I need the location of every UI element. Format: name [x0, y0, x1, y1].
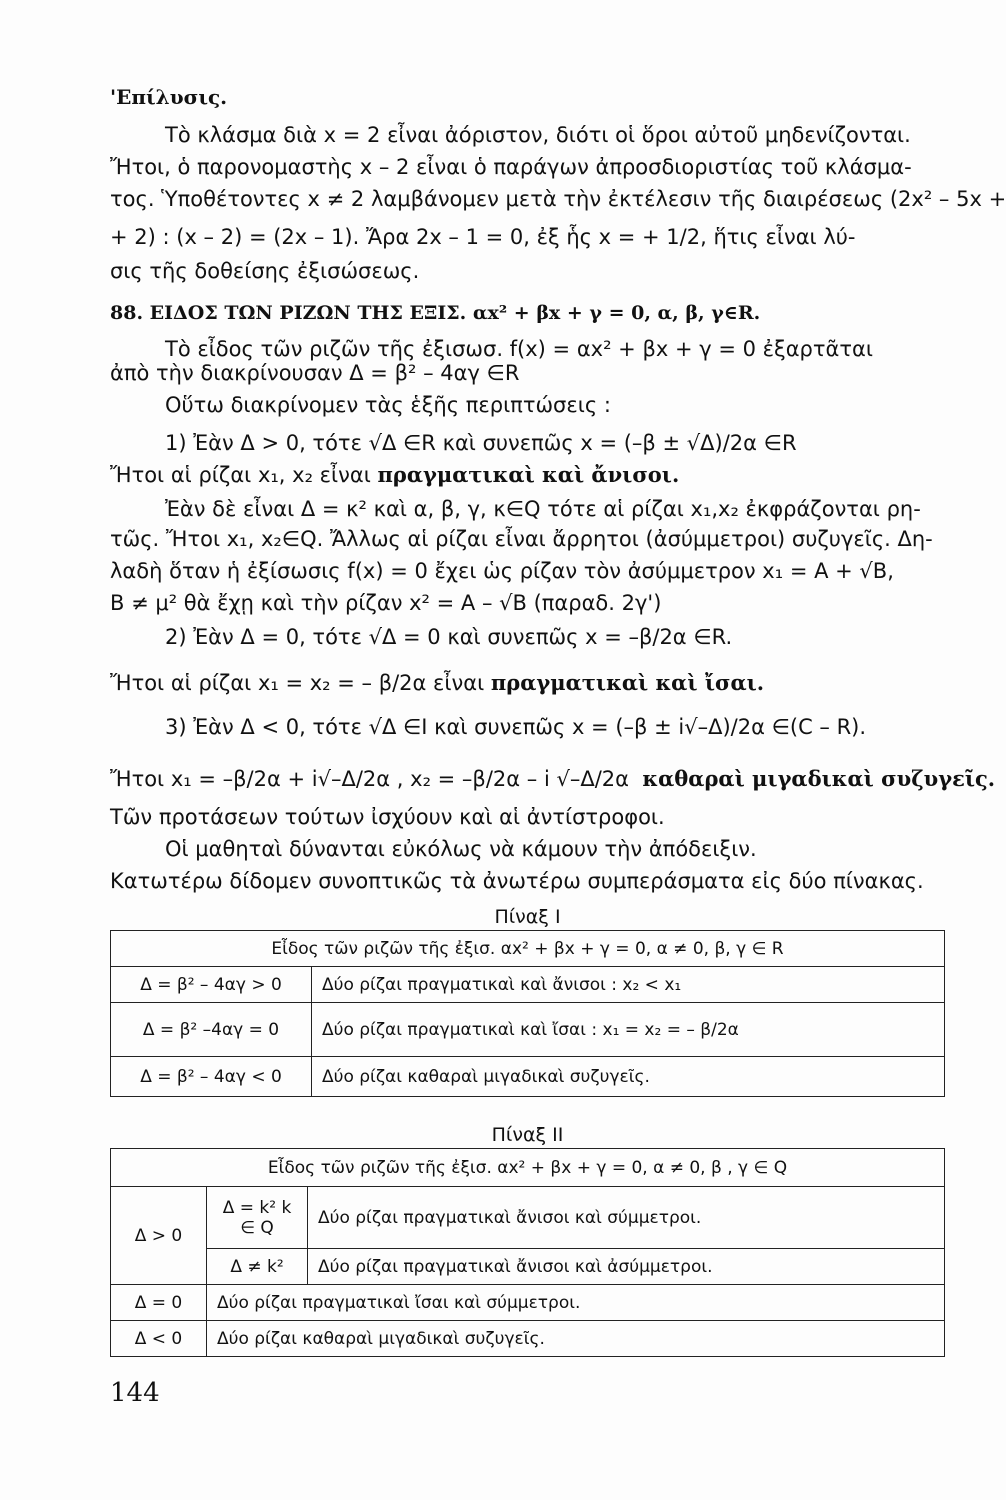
- closing-line: Τῶν προτάσεων τούτων ἰσχύουν καὶ αἱ ἀντίστροφοι.: [110, 805, 665, 829]
- table-row: [111, 967, 945, 1003]
- case-2-roots: [110, 668, 945, 698]
- section-title: 'Επίλυσις.: [110, 85, 228, 109]
- solution-line: Ἤτοι, ὁ παρονομαστὴς x – 2 εἶναι ὁ παράγων ἀπροσδιοριστίας τοῦ κλάσμα-: [110, 155, 912, 179]
- solution-line: σις τῆς δοθείσης ἐξισώσεως.: [110, 259, 420, 283]
- table-row: [111, 1057, 945, 1097]
- case-3-roots: [110, 764, 996, 794]
- table-cell-subcondition: Δ = k² k ∈ Q: [207, 1187, 308, 1249]
- intro-line: ἀπὸ τὴν διακρίνουσαν Δ = β² – 4αγ ∈R: [110, 361, 520, 385]
- table-cell-description: Δύο ρίζαι πραγματικαὶ ἄνισοι καὶ σύμμετροι.: [308, 1187, 945, 1249]
- case-3-line: 3) Ἐὰν Δ < 0, τότε √Δ ∈I καὶ συνεπῶς x = (–β ± i√–Δ)/2α ∈(C – R).: [165, 715, 867, 739]
- table-cell-description: Δύο ρίζαι πραγματικαὶ ἄνισοι καὶ ἀσύμμετροι.: [308, 1249, 945, 1285]
- table-2: [110, 1148, 945, 1357]
- table-2-header: Εἶδος τῶν ριζῶν τῆς ἐξισ. αx² + βx + γ = 0, α ≠ 0, β , γ ∈ Q: [111, 1149, 945, 1187]
- table-row: [111, 1187, 945, 1249]
- table-cell-description: Δύο ρίζαι πραγματικαὶ καὶ ἴσαι : x₁ = x₂ = – β/2α: [312, 1003, 945, 1057]
- table-cell-description: Δύο ρίζαι καθαραὶ μιγαδικαὶ συζυγεῖς.: [207, 1321, 945, 1357]
- case-3-roots-emphasis: καθαραὶ μιγαδικαὶ συζυγεῖς.: [642, 766, 996, 791]
- table-1: [110, 930, 945, 1097]
- table-cell-description: Δύο ρίζαι πραγματικαὶ ἴσαι καὶ σύμμετροι.: [207, 1285, 945, 1321]
- table-1-caption: Πίναξ I: [494, 906, 561, 928]
- table-cell-condition: Δ = 0: [111, 1285, 207, 1321]
- table-cell-condition: Δ < 0: [111, 1321, 207, 1357]
- case-1-roots-text: Ἤτοι αἱ ρίζαι x₁, x₂ εἶναι: [110, 463, 371, 487]
- case-2-roots-emphasis: πραγματικαὶ καὶ ἴσαι.: [490, 670, 765, 695]
- closing-line: Κατωτέρω δίδομεν συνοπτικῶς τὰ ἀνωτέρω συμπεράσματα εἰς δύο πίνακας.: [110, 869, 924, 893]
- intro-line: Οὕτω διακρίνομεν τὰς ἑξῆς περιπτώσεις :: [165, 393, 611, 417]
- section-heading: 88. ΕΙΔΟΣ ΤΩΝ ΡΙΖΩΝ ΤΗΣ ΕΞΙΣ. αx² + βx + γ = 0, α, β, γ∈R.: [110, 302, 761, 324]
- case-2-line: 2) Ἐὰν Δ = 0, τότε √Δ = 0 καὶ συνεπῶς x = –β/2α ∈R.: [165, 625, 733, 649]
- case-1-line: 1) Ἐὰν Δ > 0, τότε √Δ ∈R καὶ συνεπῶς x = (–β ± √Δ)/2α ∈R: [165, 431, 797, 455]
- table-row: [111, 1249, 945, 1285]
- solution-line: Τὸ κλάσμα διὰ x = 2 εἶναι ἀόριστον, διότι οἱ ὅροι αὐτοῦ μηδενίζονται.: [165, 123, 911, 147]
- table-row: [111, 1149, 945, 1187]
- table-row: [111, 1003, 945, 1057]
- table-cell-description: Δύο ρίζαι πραγματικαὶ καὶ ἄνισοι : x₂ < x₁: [312, 967, 945, 1003]
- solution-line: + 2) : (x – 2) = (2x – 1). Ἄρα 2x – 1 = 0, ἐξ ἧς x = + 1/2, ἥτις εἶναι λύ-: [110, 225, 856, 249]
- case-1-roots-emphasis: πραγματικαὶ καὶ ἄνισοι.: [377, 462, 680, 487]
- table-cell-condition: Δ = β² –4αγ = 0: [111, 1003, 312, 1057]
- case-1-detail-line: τῶς. Ἤτοι x₁, x₂∈Q. Ἄλλως αἱ ρίζαι εἶναι ἄρρητοι (ἀσύμμετροι) συζυγεῖς. Δη-: [110, 527, 933, 551]
- closing-line: Οἱ μαθηταὶ δύνανται εὐκόλως νὰ κάμουν τὴν ἀπόδειξιν.: [165, 837, 757, 861]
- solution-line: τος. Ὑποθέτοντες x ≠ 2 λαμβάνομεν μετὰ τὴν ἐκτέλεσιν τῆς διαιρέσεως (2x² – 5x +: [110, 187, 1006, 211]
- table-2-caption: Πίναξ II: [491, 1124, 564, 1146]
- table-cell-condition: Δ = β² – 4αγ > 0: [111, 967, 312, 1003]
- case-1-detail-line: B ≠ μ² θὰ ἔχῃ καὶ τὴν ρίζαν x² = A – √B (παραδ. 2γ'): [110, 591, 662, 615]
- case-3-roots-text: Ἤτοι x₁ = –β/2α + i√–Δ/2α , x₂ = –β/2α – i √–Δ/2α: [110, 767, 630, 791]
- page-number: 144: [110, 1378, 160, 1408]
- table-row: [111, 1285, 945, 1321]
- case-1-detail-line: Ἐὰν δὲ εἶναι Δ = κ² καὶ α, β, γ, κ∈Q τότε αἱ ρίζαι x₁,x₂ ἐκφράζονται ρη-: [165, 497, 921, 521]
- table-1-header: Εἶδος τῶν ριζῶν τῆς ἐξισ. αx² + βx + γ = 0, α ≠ 0, β, γ ∈ R: [111, 931, 945, 967]
- table-cell-subcondition: Δ ≠ k²: [207, 1249, 308, 1285]
- case-1-roots: [110, 460, 945, 490]
- table-cell-description: Δύο ρίζαι καθαραὶ μιγαδικαὶ συζυγεῖς.: [312, 1057, 945, 1097]
- table-cell-condition: Δ > 0: [111, 1187, 207, 1285]
- intro-line: Τὸ εἶδος τῶν ριζῶν τῆς ἐξισωσ. f(x) = αx² + βx + γ = 0 ἐξαρτᾶται: [165, 337, 873, 361]
- case-1-detail-line: λαδὴ ὅταν ἡ ἐξίσωσις f(x) = 0 ἔχει ὡς ρίζαν τὸν ἀσύμμετρον x₁ = A + √B,: [110, 559, 894, 583]
- table-cell-condition: Δ = β² – 4αγ < 0: [111, 1057, 312, 1097]
- table-row: [111, 1321, 945, 1357]
- table-row: [111, 931, 945, 967]
- case-2-roots-text: Ἤτοι αἱ ρίζαι x₁ = x₂ = – β/2α εἶναι: [110, 671, 485, 695]
